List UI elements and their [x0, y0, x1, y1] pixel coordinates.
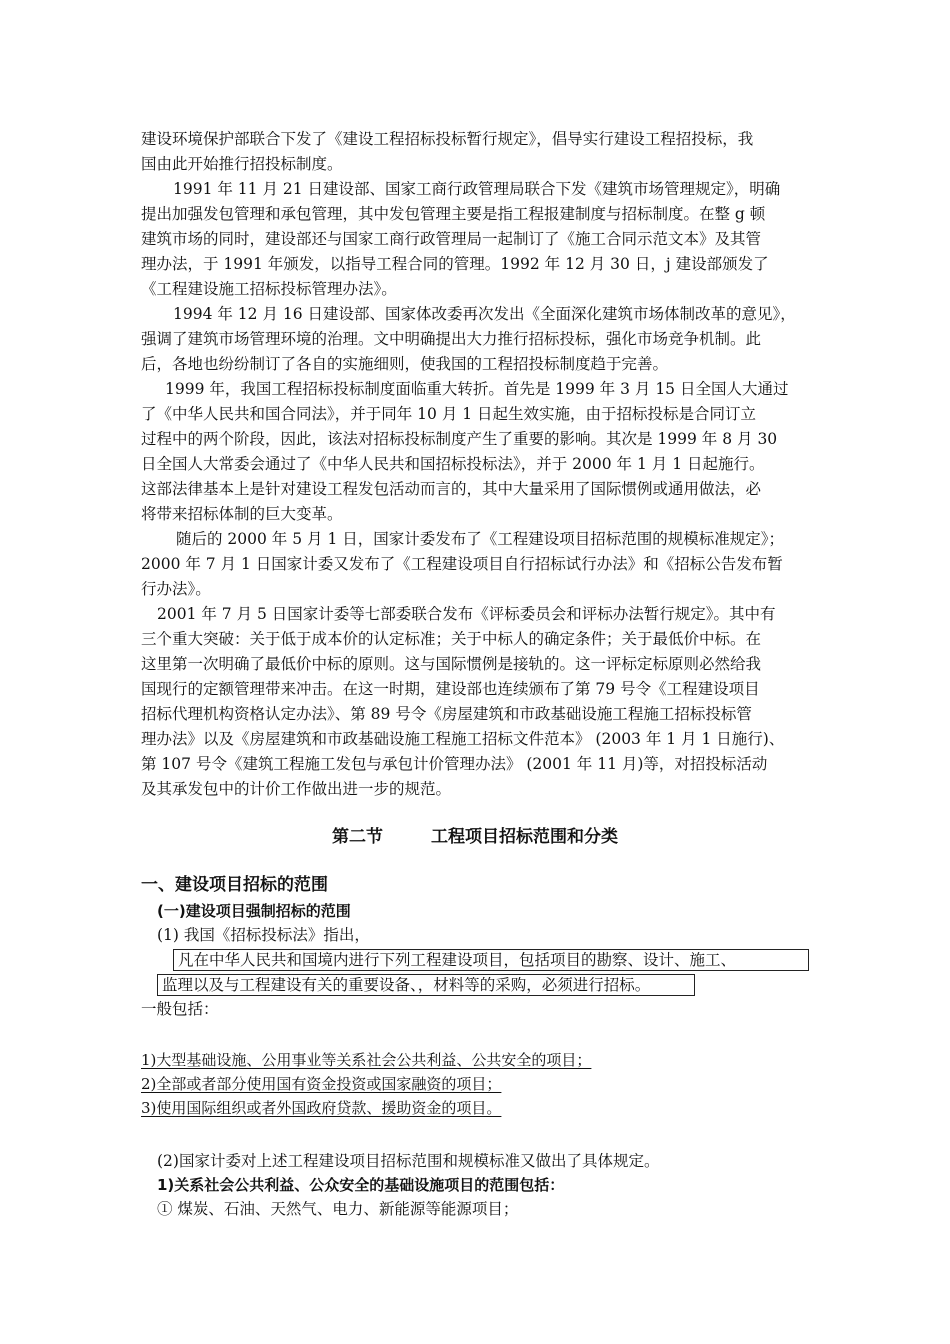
quote-box-line-1: 凡在中华人民共和国境内进行下列工程建设项目，包括项目的勘察、设计、施工、 [173, 949, 809, 971]
paragraph-line: 理办法，于 1991 年颁发，以指导工程合同的管理。1992 年 12 月 30 日，j 建设部颁发了 [141, 255, 769, 273]
paragraph-line: 2001 年 7 月 5 日国家计委等七部委联合发布《评标委员会和评标办法暂行规定》。其中有 [157, 605, 776, 623]
general-label: 一般包括： [141, 1000, 219, 1018]
paragraph-line: 这部法律基本上是针对建设工程发包活动而言的，其中大量采用了国际惯例或通用做法，必 [141, 480, 762, 498]
list-item: 1)大型基础设施、公用事业等关系社会公共利益、公共安全的项目； [141, 1051, 592, 1069]
paragraph-line: 提出加强发包管理和承包管理，其中发包管理主要是指工程报建制度与招标制度。在整 g 顿 [141, 205, 766, 223]
paragraph-line: 1994 年 12 月 16 日建设部、国家体改委再次发出《全面深化建筑市场体制改革的意见》， [173, 305, 796, 323]
quote-box-line-2: 监理以及与工程建设有关的重要设备、，材料等的采购，必须进行招标。 [157, 974, 695, 996]
heading-level-3: 1)关系社会公共利益、公众安全的基础设施项目的范围包括： [157, 1176, 565, 1194]
paragraph-line: 招标代理机构资格认定办法》、第 89 号令《房屋建筑和市政基础设施工程施工招标投标管 [141, 705, 752, 723]
section-name: 工程项目招标范围和分类 [431, 827, 618, 847]
heading-level-2: (一)建设项目强制招标的范围 [157, 902, 351, 920]
paragraph-line: 国由此开始推行招投标制度。 [141, 155, 343, 173]
paragraph-line: 理办法》以及《房屋建筑和市政基础设施工程施工招标文件范本》 (2003 年 1 月 1 日施行)、 [141, 730, 785, 748]
law-intro: (1) 我国《招标投标法》指出， [157, 926, 370, 944]
paragraph-line: 日全国人大常委会通过了《中华人民共和国招标投标法》，并于 2000 年 1 月 1 日起施行。 [141, 455, 765, 473]
section-title [0, 822, 950, 847]
paragraph-line: 这里第一次明确了最低价中标的原则。这与国际惯例是接轨的。这一评标定标原则必然给我 [141, 655, 762, 673]
paragraph-line: 后，各地也纷纷制订了各自的实施细则，使我国的工程招投标制度趋于完善。 [141, 355, 669, 373]
paragraph-line: 三个重大突破：关于低于成本价的认定标准；关于中标人的确定条件；关于最低价中标。在 [141, 630, 762, 648]
paragraph-line: 强调了建筑市场管理环境的治理。文中明确提出大力推行招标投标，强化市场竞争机制。此 [141, 330, 762, 348]
paragraph-line: 建筑市场的同时，建设部还与国家工商行政管理局一起制订了《施工合同示范文本》及其管 [141, 230, 762, 248]
paragraph-line: 建设环境保护部联合下发了《建设工程招标投标暂行规定》，倡导实行建设工程招投标，我 [141, 130, 754, 148]
paragraph-line: 1999 年，我国工程招标投标制度面临重大转折。首先是 1999 年 3 月 15 日全国人大通过 [165, 380, 789, 398]
paragraph-line: 第 107 号令《建筑工程施工发包与承包计价管理办法》 (2001 年 11 月)等，对招投标活动 [141, 755, 768, 773]
paragraph-line: 随后的 2000 年 5 月 1 日，国家计委发布了《工程建设项目招标范围的规模标准规定》； [176, 530, 784, 548]
paragraph-line: (2)国家计委对上述工程建设项目招标范围和规模标准又做出了具体规定。 [157, 1152, 660, 1170]
paragraph-line: 2000 年 7 月 1 日国家计委又发布了《工程建设项目自行招标试行办法》和《招标公告发布暂 [141, 555, 783, 573]
paragraph-line: 1991 年 11 月 21 日建设部、国家工商行政管理局联合下发《建筑市场管理规定》，明确 [173, 180, 781, 198]
list-item: ① 煤炭、石油、天然气、电力、新能源等能源项目； [157, 1200, 519, 1218]
paragraph-line: 过程中的两个阶段，因此，该法对招标投标制度产生了重要的影响。其次是 1999 年 8 月 30 [141, 430, 778, 448]
section-number: 第二节 [332, 827, 383, 847]
list-item: 2)全部或者部分使用国有资金投资或国家融资的项目； [141, 1075, 502, 1093]
paragraph-line: 及其承发包中的计价工作做出进一步的规范。 [141, 780, 452, 798]
heading-level-1: 一、建设项目招标的范围 [141, 875, 328, 895]
paragraph-line: 国现行的定额管理带来冲击。在这一时期，建设部也连续颁布了第 79 号令《工程建设项目 [141, 680, 760, 698]
paragraph-line: 将带来招标体制的巨大变革。 [141, 505, 343, 523]
paragraph-line: 《工程建设施工招标投标管理办法》。 [141, 280, 397, 298]
paragraph-line: 行办法》。 [141, 580, 211, 598]
paragraph-line: 了《中华人民共和国合同法》，并于同年 10 月 1 日起生效实施，由于招标投标是合同订立 [141, 405, 757, 423]
list-item: 3)使用国际组织或者外国政府贷款、援助资金的项目。 [141, 1099, 502, 1117]
